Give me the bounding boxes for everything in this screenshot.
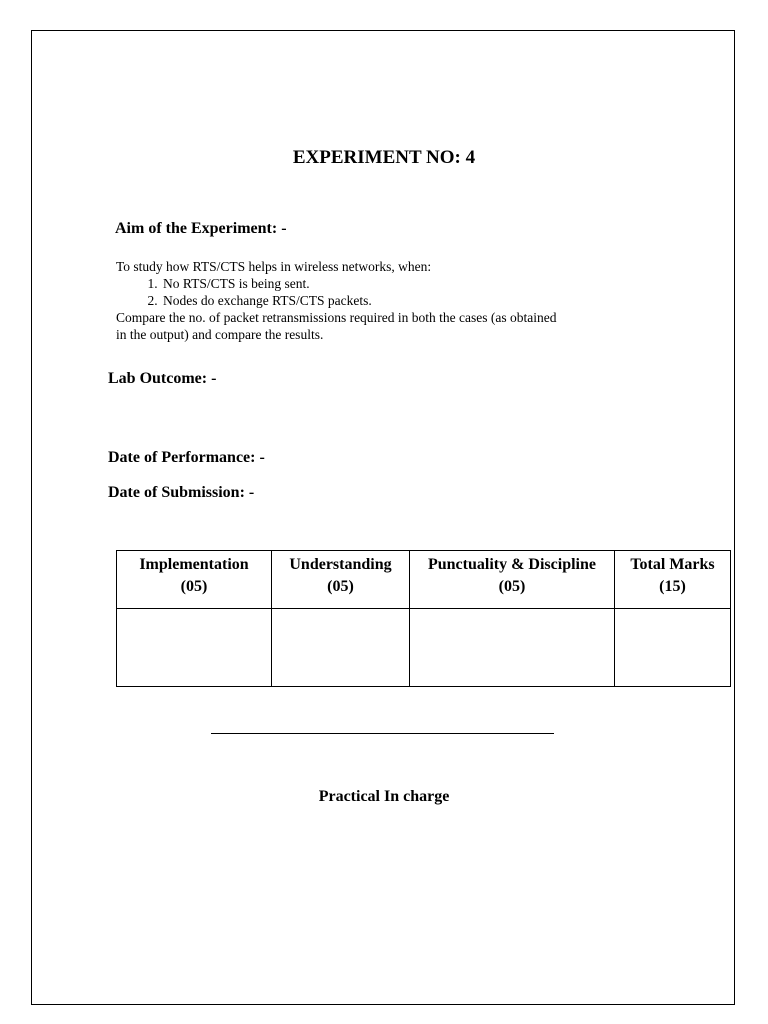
marks-table <box>116 550 731 687</box>
column-max-marks: (05) <box>180 578 208 595</box>
punctuality-marks-cell[interactable] <box>410 609 615 687</box>
implementation-marks-cell[interactable] <box>117 609 272 687</box>
signature-line <box>211 733 554 734</box>
signature-label: Practical In charge <box>318 788 450 805</box>
column-header-total-marks <box>615 551 731 609</box>
aim-list <box>116 275 656 309</box>
aim-body <box>116 258 656 343</box>
column-max-marks: (05) <box>327 578 354 595</box>
aim-list-item: 2. Nodes do exchange RTS/CTS packets. <box>161 292 656 309</box>
column-name: Total Marks <box>630 556 715 573</box>
total-marks-cell[interactable] <box>615 609 731 687</box>
aim-list-item: 1. No RTS/CTS is being sent. <box>161 275 656 292</box>
column-name: Understanding <box>289 556 392 573</box>
lab-outcome-heading: Lab Outcome: - <box>108 370 217 387</box>
column-max-marks: (15) <box>659 578 686 595</box>
aim-heading: Aim of the Experiment: - <box>115 220 287 237</box>
date-of-performance-heading: Date of Performance: - <box>108 449 265 466</box>
column-header-punctuality <box>410 551 615 609</box>
aim-compare-line-2: in the output) and compare the results. <box>116 327 324 342</box>
understanding-marks-cell[interactable] <box>272 609 410 687</box>
page-title: EXPERIMENT NO: 4 <box>292 147 476 168</box>
aim-intro: To study how RTS/CTS helps in wireless networks, when: <box>116 259 432 274</box>
marks-entry-row <box>117 609 731 687</box>
page-border <box>31 30 735 1005</box>
column-max-marks: (05) <box>498 578 526 595</box>
marks-header-row <box>117 551 731 609</box>
column-header-understanding <box>272 551 410 609</box>
column-name: Implementation <box>139 556 249 573</box>
aim-compare-line-1: Compare the no. of packet retransmissions required in both the cases (as obtained <box>116 310 557 325</box>
column-name: Punctuality & Discipline <box>427 556 596 573</box>
column-header-implementation <box>117 551 272 609</box>
date-of-submission-heading: Date of Submission: - <box>108 484 255 501</box>
